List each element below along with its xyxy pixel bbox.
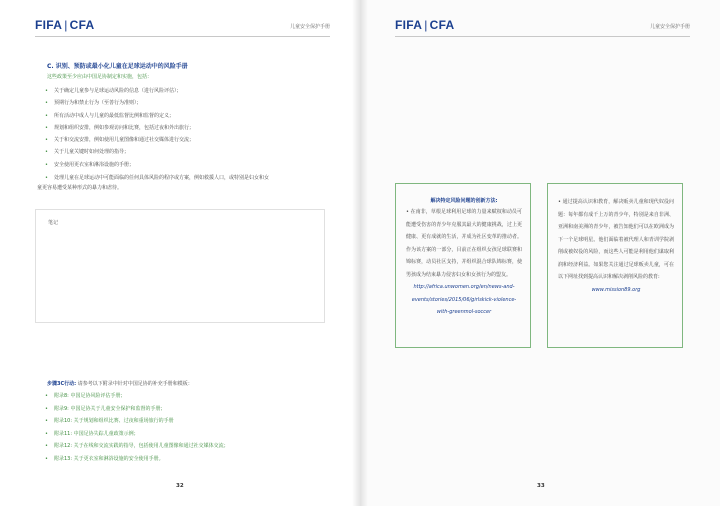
box-text: • 在南非，草根足球利用足球的力量来赋权和动员可能遭受伤害的青少年克服其最大的健康挑战，过上更健康、更有成就的生活，并成为社区变革的推动者。作为该方案的一部分，目前正在组织女孩足球联赛和锦标赛，动员社区支持，并组织混合球队锦标赛，使男孩成为结束暴力侵害妇女和女孩行为的盟友。 (406, 209, 522, 278)
list-item: • 预期行为和禁止行为（至善行为准则）； (45, 97, 335, 109)
section-title: C. 识别、预防或最小化儿童在足球运动中的风险手册 (47, 63, 188, 70)
annex-link[interactable]: • 附录13: 关于更衣室和淋浴设施的安全使用手册。 (45, 453, 335, 466)
fifa-cfa-logo (35, 18, 95, 32)
annex-link[interactable]: • 附录8: 中国足协风险评估手册； (45, 390, 335, 403)
notes-box[interactable] (35, 209, 325, 323)
page-number: 32 (176, 483, 184, 489)
notes-label: 笔记 (48, 220, 59, 226)
annex-link[interactable]: • 附录12: 关于在线和交流实践的指导，包括使用儿童图像和通过社交媒体交流； (45, 440, 335, 453)
page-33 (360, 0, 720, 506)
page-header (35, 17, 330, 37)
step-label: 步骤3C行动: (47, 381, 77, 387)
running-title: 儿童安全保护手册 (649, 24, 690, 30)
list-item-continuation: 童更容易遭受某种形式的暴力和虐待。 (37, 185, 123, 192)
page-number: 33 (537, 483, 545, 489)
policy-list (37, 85, 335, 193)
list-item (37, 173, 335, 193)
logo-separator: | (64, 18, 68, 32)
unwomen-link[interactable]: http://africa.unwomen.org/en/news-and-events/stories/2015/06/girlskick-violence-with-greenmol-soccer (411, 284, 517, 315)
list-item: • 安全使用更衣室和淋浴设施的手册； (45, 159, 335, 171)
step-action-heading (47, 380, 193, 387)
box-title: 解决特定风险问题的创新方法: (430, 198, 498, 204)
cfa-logo-text: CFA (429, 18, 455, 32)
cfa-logo-text: CFA (69, 18, 95, 32)
annex-link[interactable]: • 附录10: 关于规划和组织比赛、过夜和重场旅行的手册 (45, 415, 335, 428)
annex-link[interactable]: • 附录11: 中国足协失踪儿童政策示例； (45, 428, 335, 441)
annex-list (45, 390, 335, 465)
fifa-logo-text: FIFA (35, 18, 63, 32)
page-header (395, 17, 690, 37)
fifa-cfa-logo (395, 18, 455, 32)
list-item-text: 处理儿童在足球运动中可能面临的任何具体风险的程序或方案，例如救援人口，或特别是妇女和女 (54, 175, 270, 182)
fifa-logo-text: FIFA (395, 18, 423, 32)
logo-separator: | (424, 18, 428, 32)
list-item: • 关于和交流安排，例如使用儿童图像和通过社交媒体进行交流； (45, 134, 335, 146)
mission89-link[interactable]: www.mission89.org (591, 286, 641, 293)
innovation-box (395, 183, 531, 348)
running-title: 儿童安全保护手册 (289, 24, 330, 30)
list-item: • 关于确定儿童参与足球运动风险的信息（进行风险评估）； (45, 85, 335, 97)
step-text: 请参考以下附录中针对中国足协的补充手册和模板： (76, 381, 193, 387)
list-item: • 关于儿童关键时如何处理的指导； (45, 146, 335, 158)
annex-link[interactable]: • 附录9: 中国足协关于儿童安全保护和监督的手册； (45, 403, 335, 416)
list-item: • 所有活动中成人与儿童的最低监督比例和监督的定义； (45, 110, 335, 122)
section-intro: 这些政策至少应由中国足协制定和实施，包括： (47, 74, 153, 80)
box-text: • 通过提高认识和教育，解决贩卖儿童和现代奴役问题：每年都有成千上万的青少年，特别是来自非洲、亚洲和南美洲的青少年，被告知他们可以在欧洲成为下一个足球明星。他们面临着被代理人和青训学院剥削或被奴役的风险，而这些人可能是利用他们谋取利润和经济利益。如果您关注通过足球贩卖儿童，可在以下网址找到提高认识和解决剥削风险的教育: (558, 199, 674, 280)
list-item: • 规划和组织安排，例如参观访问和比赛，包括过夜和外出旅行； (45, 122, 335, 134)
trafficking-box (547, 183, 683, 348)
